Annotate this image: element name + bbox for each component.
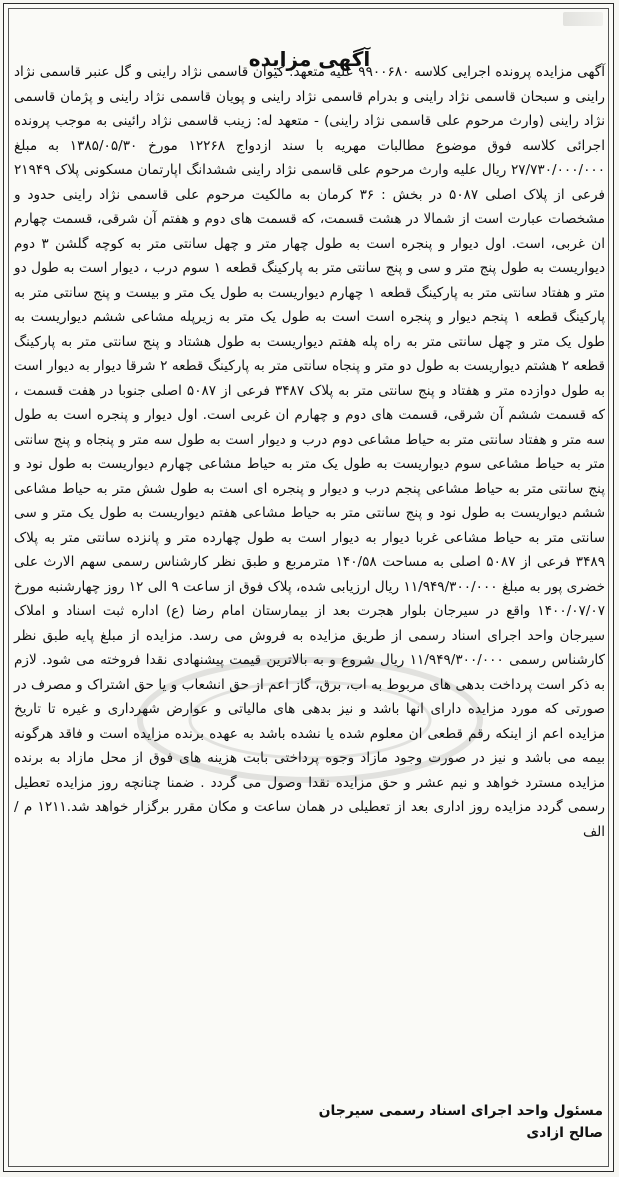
signature-office: مسئول واحد اجرای اسناد رسمی سیرجان <box>318 1103 603 1119</box>
signature-name: صالح ازادی <box>526 1125 603 1141</box>
signature-block <box>319 1100 603 1144</box>
notice-title: آگهی مزایده <box>248 47 371 72</box>
notice-body: آگهی مزایده پرونده اجرایی کلاسه ۹۹۰۰۶۸۰ علیه متعهد: کیوان قاسمی نژاد راینی و گل عنبر قاسمی نژاد راینی و سبحان قاسمی نژاد راینی و بدرام قاسمی نژاد راینی و پویان قاسمی نژاد راینی و پژمان قاسمی نژاد راینی (وارث مرحوم علی قاسمی نژاد راینی) - متعهد له: زینب قاسمی نژاد رائینی به موجب پرونده اجرائی کلاسه فوق موضوع مطالبات مهریه با سند ازدواج ۱۲۲۶۸ مورخ ۱۳۸۵/۰۵/۳۰ به مبلغ ۲۷/۷۳۰/۰۰۰/۰۰۰ ریال علیه وارث مرحوم علی قاسمی نژاد راینی ششدانگ اپارتمان مسکونی پلاک ۲۱۹۴۹ فرعی از پلاک اصلی ۵۰۸۷ در بخش : ۳۶ کرمان به مالکیت مرحوم علی قاسمی نژاد راینی حدود و مشخصات عبارت است از شمالا در هشت قسمت، که قسمت های دوم و هفتم آن شرقی، قسمت چهارم ان غربی، است. اول دیوار و پنجره است به طول چهار متر و چهل سانتی متر به کوچه گلشن ۳ دوم دیواریست به طول پنج متر و سی و پنج سانتی متر به پارکینگ قطعه ۱ سوم درب ، دیوار است به طول دو متر و هفتاد سانتی متر به پارکینگ قطعه ۱ چهارم دیواریست به طول یک متر و بیست و پنج سانتی متر به پارکینگ قطعه ۱ پنجم دیوار و پنجره است است به طول یک متر به زیرپله مشاعی ششم دیواریست به طول یک متر و چهل سانتی متر به راه پله هفتم دیواریست به طول هشتاد و پنج سانتی متر به پارکینگ قطعه ۲ هشتم دیواریست به طول دو متر و پنجاه سانتی متر به پارکینگ قطعه ۲ شرقا دیوار به دیوار است به طول دوازده متر و هفتاد و پنج سانتی متر به پلاک ۳۴۸۷ فرعی از ۵۰۸۷ اصلی جنوبا در هفت قسمت ، که قسمت ششم آن شرقی، قسمت های دوم و چهارم ان غربی است. اول دیوار و پنجره است به طول سه متر و هفتاد سانتی متر به حیاط مشاعی دوم درب و دیوار است به طول سه متر و پنجاه و پنج سانتی متر به حیاط مشاعی سوم دیواریست به طول یک متر به حیاط مشاعی چهارم دیواریست به طول نود و پنج سانتی متر به حیاط مشاعی پنجم درب و دیوار و پنجره ای است به طول شش متر به حیاط مشاعی ششم دیواریست به طول نود و پنج سانتی متر به حیاط مشاعی هفتم دیواریست به طول یک متر و سی سانتی متر به حیاط مشاعی غربا دیوار به دیوار است به طول چهارده متر و پانزده سانتی متر به پلاک ۳۴۸۹ فرعی از ۵۰۸۷ اصلی به مساحت ۱۴۰/۵۸ مترمربع و طبق نظر کارشناس رسمی سهم الارث علی خضری پور به مبلغ ۱۱/۹۴۹/۳۰۰/۰۰۰ ریال ارزیابی شده، پلاک فوق از ساعت ۹ الی ۱۲ روز چهارشنبه مورخ ۱۴۰۰/۰۷/۰۷ واقع در سیرجان بلوار هجرت بعد از بیمارستان امام رضا (ع) اداره ثبت اسناد و املاک سیرجان واحد اجرای اسناد رسمی از طریق مزایده به فروش می رسد. مزایده از مبلغ پایه طبق نظر کارشناس رسمی ۱۱/۹۴۹/۳۰۰/۰۰۰ ریال شروع و به بالاترین قیمت پیشنهادی نقدا فروخته می شود. لازم به ذکر است پرداخت بدهی های مربوط به اب، برق، گاز اعم از حق انشعاب و یا حق اشتراک و مصرف در صورتی که مورد مزایده دارای انها باشد و نیز بدهی های مالیاتی و عوارض شهرداری و غیره تا تاریخ مزایده اعم از اینکه رقم قطعی ان معلوم شده یا نشده باشد به عهده برنده مزایده است و فاقد هرگونه بیمه می باشد و نیز در صورت وجود مازاد وجوه پرداختی بابت هزینه های فوق از محل مازاد به برنده مزایده مسترد خواهد و نیم عشر و حق مزایده نقدا وصول می گردد . ضمنا چنانچه روز مزایده تعطیل رسمی گردد مزایده روز اداری بعد از تعطیلی در همان ساعت و مکان مقرر برگزار خواهد شد.۱۲۱۱ م / الف <box>14 64 606 840</box>
corner-stamp <box>563 12 603 26</box>
